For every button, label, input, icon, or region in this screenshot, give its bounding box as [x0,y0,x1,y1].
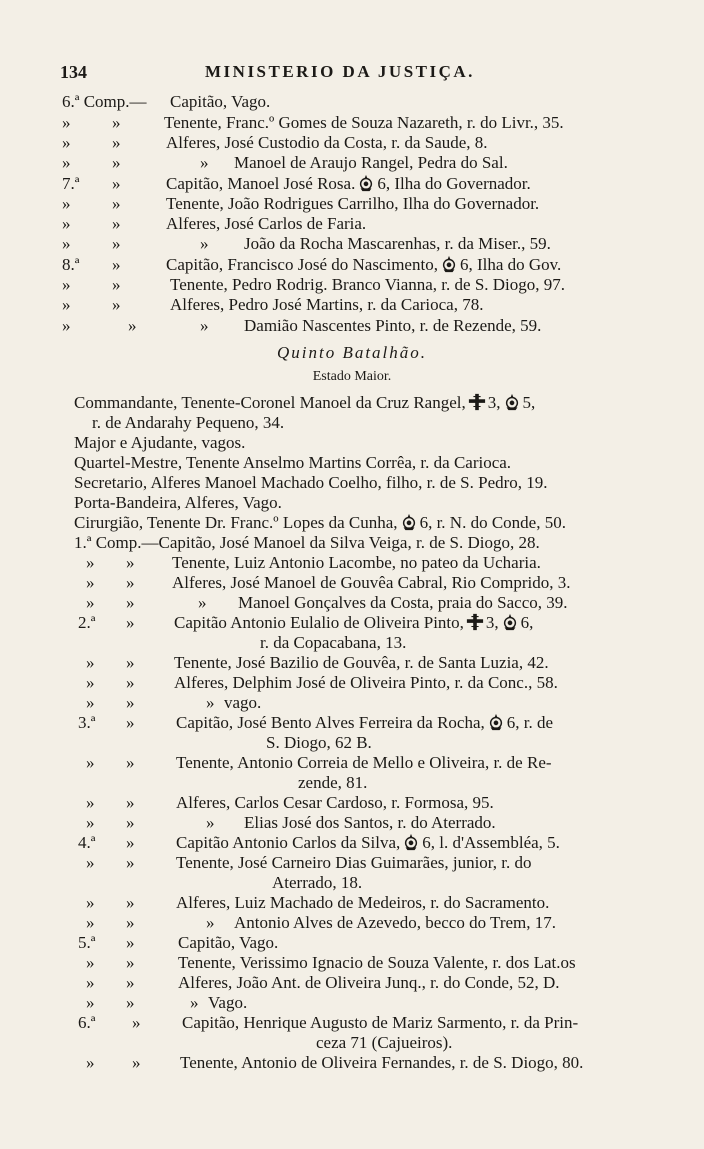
section-heading: Quinto Batalhão. [276,343,428,362]
entry-text: Capitão, Henrique Augusto de Mariz Sarmento, r. da Prin- [182,1013,579,1032]
order-rose-icon [503,393,521,411]
ditto-mark: » [126,813,135,832]
entry-text: Tenente, João Rodrigues Carrilho, Ilha do Governador. [166,194,540,213]
entry-text: Capitão Antonio Eulalio de Oliveira Pinto, [174,613,464,632]
ditto-mark: » [62,316,71,335]
ditto-mark: » [86,973,95,992]
company-label: 7.ª [62,174,80,193]
entry-text: r. de Andarahy Pequeno, 34. [92,413,285,432]
entry-text: Quartel-Mestre, Tenente Anselmo Martins Corrêa, r. da Carioca. [74,453,512,472]
entry-text: Porta-Bandeira, Alferes, Vago. [74,493,282,512]
ditto-mark: » [112,113,121,132]
ditto-mark: » [86,653,95,672]
subsection-heading: Estado Maior. [312,369,392,384]
ditto-mark: » [112,275,121,294]
ditto-mark: » [86,593,95,612]
page-header [60,62,640,86]
entry-text: 3, [487,393,501,412]
ditto-mark: » [86,553,95,572]
ditto-mark: » [126,593,135,612]
entry-text: Manoel Gonçalves da Costa, praia do Sacco, 39. [238,593,568,612]
entry-text: S. Diogo, 62 B. [266,733,372,752]
ditto-mark: » [86,573,95,592]
company-label: 5.ª [78,933,96,952]
page-number: 134 [60,62,87,82]
ditto-mark: » [86,893,95,912]
ditto-mark: » [62,275,71,294]
entry-text: Damião Nascentes Pinto, r. de Rezende, 59. [244,316,542,335]
company-label: 2.ª [78,613,96,632]
order-rose-icon [501,613,519,631]
entry-text: Manoel de Araujo Rangel, Pedra do Sal. [234,153,508,172]
ditto-mark: » [112,255,121,274]
entry-text: Tenente, José Bazilio de Gouvêa, r. de Santa Luzia, 42. [174,653,549,672]
ditto-mark: » [86,993,95,1012]
ditto-mark: » [126,693,135,712]
entry-line [74,393,535,413]
ditto-mark: » [62,153,71,172]
ditto-mark: » [126,573,135,592]
entry-text: Alferes, Delphim José de Oliveira Pinto, r. da Conc., 58. [174,673,558,692]
entry-text: João da Rocha Mascarenhas, r. da Miser., 59. [244,234,551,253]
entry-text: Aterrado, 18. [272,873,363,892]
ditto-mark: » [200,153,209,172]
entry-text: Tenente, Pedro Rodrig. Branco Vianna, r. de S. Diogo, 97. [170,275,566,294]
entry-text: Capitão, Vago. [178,933,279,952]
ditto-mark: » [126,973,135,992]
entry-text: Cirurgião, Tenente Dr. Franc.º Lopes da Cunha, [74,513,398,532]
page-title: MINISTERIO DA JUSTIÇA. [205,62,475,81]
ditto-mark: » [126,553,135,572]
company-label: 4.ª [78,833,96,852]
ditto-mark: » [200,316,209,335]
entry-text: 6, l. d'Assembléa, 5. [422,833,560,852]
ditto-mark: » [126,653,135,672]
ditto-mark: » [126,613,135,632]
entry-text: Capitão, Vago. [170,92,271,111]
entry-text: Alferes, José Custodio da Costa, r. da Saude, 8. [166,133,488,152]
ditto-mark: » [112,174,121,193]
ditto-mark: » [112,133,121,152]
ditto-mark: » [126,993,135,1012]
ditto-mark: » [112,194,121,213]
ditto-mark: » [206,813,215,832]
entry-text: Alferes, José Carlos de Faria. [166,214,367,233]
ditto-mark: » [126,853,135,872]
company-label: 6.ª [78,1013,96,1032]
ditto-mark: » [126,793,135,812]
order-rose-icon [440,255,458,273]
ditto-mark: » [86,853,95,872]
ditto-mark: » [62,295,71,314]
entry-text: Antonio Alves de Azevedo, becco do Trem, 17. [234,913,557,932]
entry-text: Tenente, Verissimo Ignacio de Souza Valente, r. dos Lat.os [178,953,576,972]
ditto-mark: » [206,693,215,712]
ditto-mark: » [126,953,135,972]
entry-text: Capitão, Francisco José do Nascimento, [166,255,438,274]
ditto-mark: » [126,753,135,772]
entry-text: Tenente, Franc.º Gomes de Souza Nazareth, r. do Livr., 35. [164,113,564,132]
order-rose-icon [402,833,420,851]
ditto-mark: » [62,133,71,152]
company-label: 3.ª [78,713,96,732]
ditto-mark: » [126,913,135,932]
ditto-mark: » [86,1053,95,1072]
entry-text: Alferes, João Ant. de Oliveira Junq., r. do Conde, 52, D. [178,973,560,992]
ditto-mark: » [132,1013,141,1032]
ditto-mark: » [126,713,135,732]
ditto-mark: » [86,793,95,812]
ditto-mark: » [126,893,135,912]
company-label: 6.ª Comp.— [62,92,147,111]
entry-text: vago. [224,693,262,712]
entry-text: Capitão Antonio Carlos da Silva, [176,833,401,852]
entry-text: r. da Copacabana, 13. [260,633,407,652]
ditto-mark: » [112,214,121,233]
ditto-mark: » [62,234,71,253]
entry-text: Major e Ajudante, vagos. [74,433,246,452]
ditto-mark: » [206,913,215,932]
ditto-mark: » [200,234,209,253]
ditto-mark: » [128,316,137,335]
ditto-mark: » [112,153,121,172]
ditto-mark: » [86,813,95,832]
entry-text: Alferes, Pedro José Martins, r. da Carioca, 78. [170,295,484,314]
ditto-mark: » [86,693,95,712]
entry-text: Secretario, Alferes Manoel Machado Coelho, filho, r. de S. Pedro, 19. [74,473,548,492]
entry-text: Alferes, Carlos Cesar Cardoso, r. Formosa, 95. [176,793,494,812]
ditto-mark: » [132,1053,141,1072]
ditto-mark: » [86,953,95,972]
ditto-mark: » [62,194,71,213]
entry-text: Tenente, Antonio Correia de Mello e Oliveira, r. de Re- [176,753,552,772]
entry-text: Vago. [208,993,248,1012]
ditto-mark: » [86,913,95,932]
entry-line [74,513,566,533]
ditto-mark: » [62,214,71,233]
ditto-mark: » [112,234,121,253]
entry-text: 3, [485,613,499,632]
entry-text: Alferes, José Manoel de Gouvêa Cabral, Rio Comprido, 3. [172,573,571,592]
entry-text: 6, [520,613,534,632]
entry-text: Tenente, José Carneiro Dias Guimarães, junior, r. do [176,853,532,872]
entry-text: 6, Ilha do Gov. [459,255,562,274]
entry-text: Commandante, Tenente-Coronel Manoel da Cruz Rangel, [74,393,466,412]
entry-text: Alferes, Luiz Machado de Medeiros, r. do Sacramento. [176,893,550,912]
entry-text: 6, r. N. do Conde, 50. [419,513,566,532]
ditto-mark: » [112,295,121,314]
entry-text: 1.ª Comp.—Capitão, José Manoel da Silva Veiga, r. de S. Diogo, 28. [74,533,540,552]
order-rose-icon [357,174,375,192]
ditto-mark: » [198,593,207,612]
order-rose-icon [400,513,418,531]
entry-text: 5, [522,393,536,412]
ditto-mark: » [126,673,135,692]
entry-text: Tenente, Antonio de Oliveira Fernandes, r. de S. Diogo, 80. [180,1053,584,1072]
ditto-mark: » [62,113,71,132]
order-cross-icon [466,613,484,631]
order-rose-icon [487,713,505,731]
ditto-mark: » [86,753,95,772]
ditto-mark: » [86,673,95,692]
ditto-mark: » [126,933,135,952]
ditto-mark: » [190,993,199,1012]
entry-text: ceza 71 (Cajueiros). [316,1033,453,1052]
entry-text: Capitão, Manoel José Rosa. [166,174,356,193]
entry-text: Capitão, José Bento Alves Ferreira da Rocha, [176,713,485,732]
company-label: 8.ª [62,255,80,274]
entry-text: Tenente, Luiz Antonio Lacombe, no pateo da Ucharia. [172,553,541,572]
ditto-mark: » [126,833,135,852]
entry-text: 6, Ilha do Governador. [377,174,531,193]
entry-text: Elias José dos Santos, r. do Aterrado. [244,813,496,832]
entry-text: zende, 81. [298,773,368,792]
entry-text: 6, r. de [506,713,554,732]
order-cross-icon [468,393,486,411]
